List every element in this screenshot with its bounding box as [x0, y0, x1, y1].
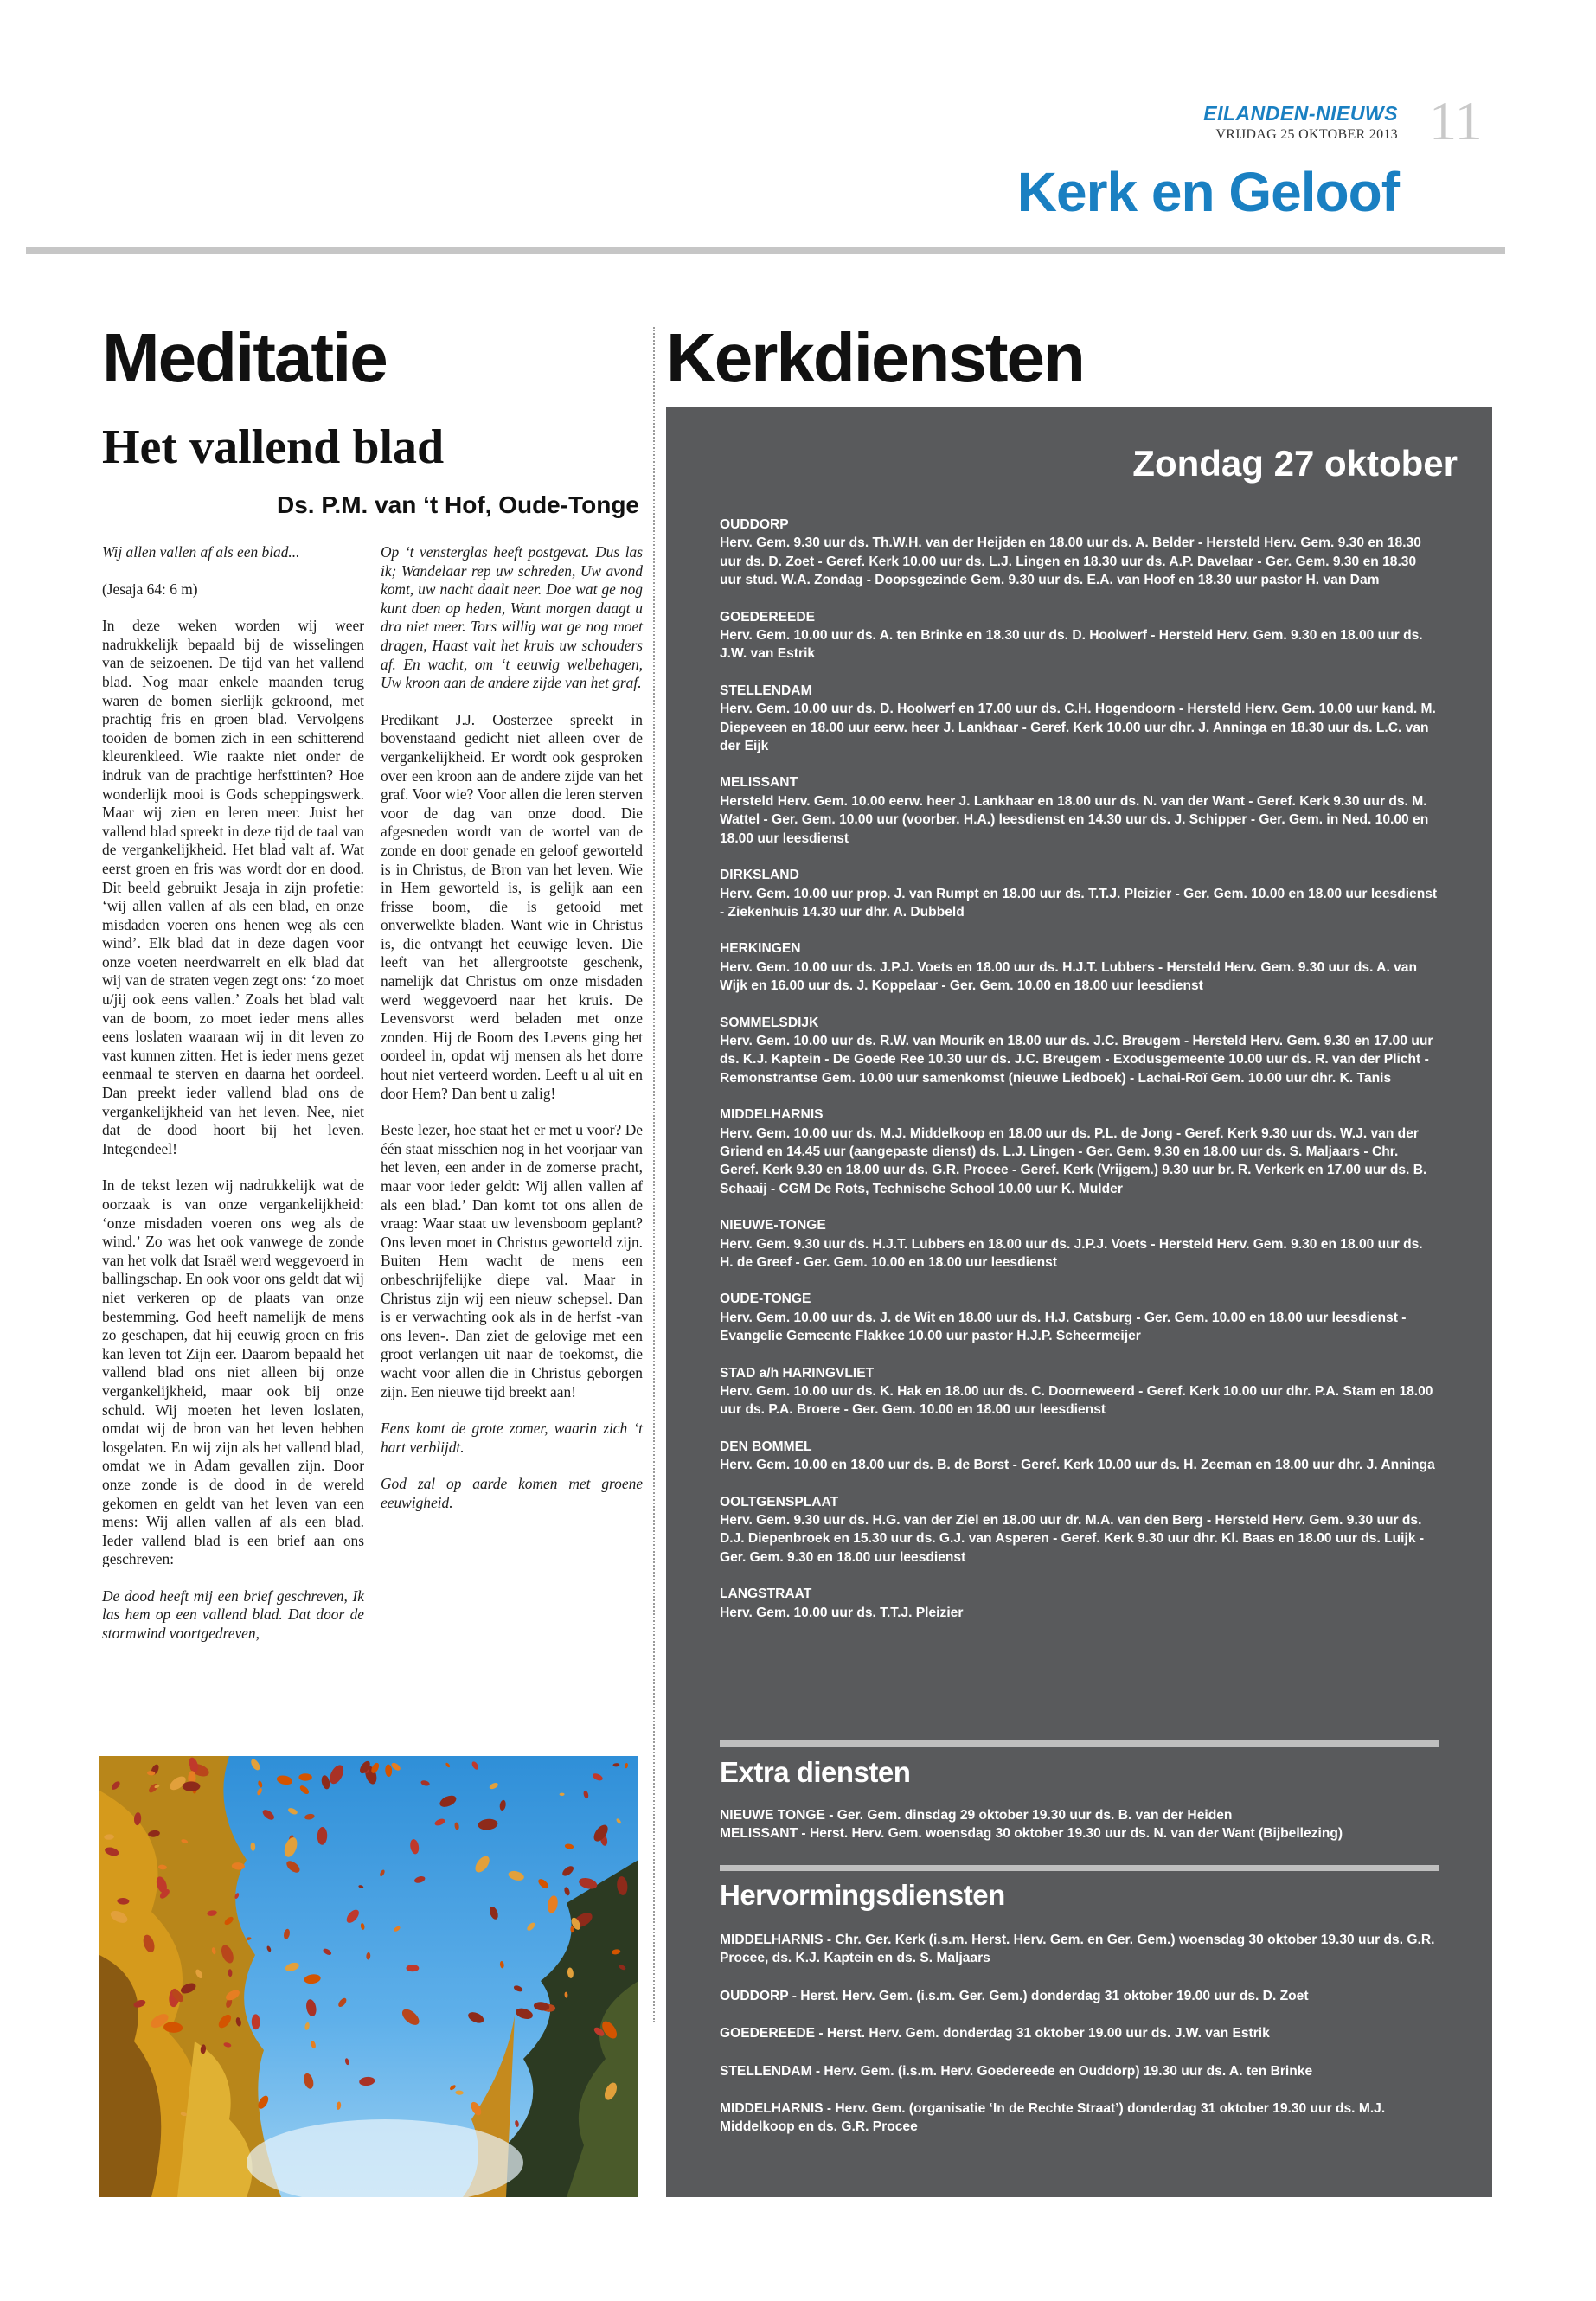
service-place-name: MIDDELHARNIS [720, 1107, 824, 1123]
service-place-name: OUDDORP [720, 517, 789, 532]
hervormingsdienst-item: GOEDEREEDE - Herst. Herv. Gem. donderdag 31 oktober 19.00 uur ds. J.W. van Estrik [720, 2026, 1270, 2041]
hervormingsdienst-item: MIDDELHARNIS - Herv. Gem. (organisatie ‘In de Rechte Straat’) donderdag 31 oktober 19.30 uur ds. M.J. Middelkoop en ds. G.R. Procee [720, 2101, 1386, 2135]
meditatie-paragraph: Predikant J.J. Oosterzee spreekt in bovenstaand gedicht niet alleen over de vergankelijkheid. Er wordt ook gesproken over een kroon aan de andere zijde van het graf. Voor wie? Voor allen die leren sterven voor de dag van onze dood. Die afgesneden wordt van de wortel van de zonde en door genade en geloof geworteld is in Christus, de Bron van het leven. Wie in Hem geworteld is, is gelijk aan een frisse boom, die is getooid met onverwelkte bladen. Want wie in Christus is, die ontvangt het eeuwige leven. Die leeft van het allergrootste geschenk, namelijk dat Christus om onze misdaden werd weggevoerd naar het kruis. De Levensvorst werd beladen met onze zonden. Hij de Boom des Levens ging het oordeel in, opdat wij mensen als het dorre hout niet verteerd worden. Leeft u al uit en door Hem? Dan bent u zalig! [381, 710, 643, 1102]
service-entry [720, 682, 1439, 756]
meditatie-paragraph: De dood heeft mij een brief geschreven, Ik las hem op een vallend blad. Dat door de stormwind voortgedreven, [102, 1586, 364, 1643]
meditatie-author: Ds. P.M. van ‘t Hof, Oude-Tonge [277, 491, 639, 518]
hervormingsdiensten-heading: Hervormingsdiensten [720, 1879, 1005, 1911]
service-place-name: SOMMELSDIJK [720, 1015, 819, 1030]
extra-rule [720, 1740, 1439, 1747]
service-place-name: DIRKSLAND [720, 868, 799, 883]
meditatie-paragraph: Beste lezer, hoe staat het er met u voor? De één staat misschien nog in het voorjaar van het leven, een ander in de zomerse pracht, maar voor ieder geldt: Wij allen vallen af als een blad.’ Dan komt tot ons allen de vraag: Waar staat uw levensboom geplant? Ons leven moet in Christus geworteld zijn. Buiten Hem wacht de mens een onbeschrijfelijke diepe val. Maar in Christus zijn wij een nieuw schepsel. Dan is er verwachting ook als in de herfst -van ons leven-. Dan ziet de gelovige met een groot verlangen uit naar de toekomst, die wacht voor allen die in Christus geborgen zijn. Een nieuwe tijd breekt aan! [381, 1121, 643, 1400]
service-entry [720, 866, 1439, 921]
service-entry [720, 1438, 1439, 1475]
service-place-name: LANGSTRAAT [720, 1586, 812, 1602]
service-date-heading: Zondag 27 oktober [1132, 443, 1458, 484]
falling-leaves-photo [99, 1756, 638, 2197]
service-place-name: OOLTGENSPLAAT [720, 1494, 839, 1509]
header-rule [26, 247, 1505, 254]
service-entry [720, 1014, 1439, 1088]
service-place-name: OUDE-TONGE [720, 1292, 811, 1307]
service-details: Herv. Gem. 10.00 uur ds. M.J. Middelkoop en 18.00 uur ds. P.L. de Jong - Geref. Kerk 9.30 uur ds. W.J. van der Griend en 14.45 uur (aangepaste dienst) ds. L.J. Lingen - Ger. Gem. 9.30 en 18.00 uur ds. S. Maljaars - Chr. Geref. Kerk 9.30 en 18.00 uur ds. G.R. Procee - Geref. Kerk (Vrijgem.) 9.30 uur br. R. Verkerk en 17.00 uur ds. B. Schaaij - CGM De Rots, Technische School 10.00 uur K. Mulder [720, 1125, 1427, 1196]
service-entry [720, 1290, 1439, 1345]
hervormingsdienst-item: STELLENDAM - Herv. Gem. (i.s.m. Herv. Goedereede en Ouddorp) 19.30 uur ds. A. ten Brinke [720, 2063, 1313, 2079]
leaf [407, 1965, 420, 1971]
service-entry [720, 1106, 1439, 1198]
hervormingsdienst-item: MIDDELHARNIS - Chr. Ger. Kerk (i.s.m. Herst. Herv. Gem. en Ger. Gem.) woensdag 30 oktober 19.30 uur ds. G.R. Procee, ds. K.J. Kaptein en ds. S. Maljaars [720, 1932, 1435, 1966]
service-place-name: HERKINGEN [720, 941, 801, 957]
service-entry [720, 1216, 1439, 1272]
extra-diensten-heading: Extra diensten [720, 1756, 911, 1788]
page-number: 11 [1429, 90, 1483, 151]
service-entry [720, 1585, 1439, 1622]
service-place-name: MELISSANT [720, 775, 798, 791]
hervormingsdienst-item: OUDDORP - Herst. Herv. Gem. (i.s.m. Ger. Gem.) donderdag 31 oktober 19.00 uur ds. D. Zoet [720, 1988, 1309, 2003]
extra-diensten-list [720, 1806, 1439, 1843]
service-details: Herv. Gem. 9.30 uur ds. Th.W.H. van der Heijden en 18.00 uur ds. A. Belder - Hersteld Herv. Gem. 9.30 en 18.30 uur ds. D. Zoet - Geref. Kerk 10.00 uur ds. L.J. Lingen en 18.30 uur ds. A.P. Davelaar - Ger. Gem. 9.30 en 18.30 uur stud. W.A. Zondag - Doopsgezinde Gem. 9.30 uur ds. E.A. van Hoof en 18.30 uur pastor H. van Dam [720, 535, 1421, 588]
meditatie-paragraph: (Jesaja 64: 6 m) [102, 580, 198, 598]
service-details: Herv. Gem. 10.00 uur ds. T.T.J. Pleizier [720, 1605, 964, 1620]
hervormingsdiensten-list [720, 1931, 1439, 2156]
column-divider [653, 327, 655, 2022]
service-entry [720, 1364, 1439, 1420]
leaves-illustration [99, 1756, 638, 2197]
meditatie-title: Het vallend blad [102, 420, 445, 474]
extra-dienst-line: NIEUWE TONGE - Ger. Gem. dinsdag 29 oktober 19.30 uur ds. B. van der Heiden [720, 1808, 1233, 1823]
service-details: Hersteld Herv. Gem. 10.00 eerw. heer J. Lankhaar en 18.00 uur ds. N. van der Want - Geref. Kerk 9.30 uur ds. M. Wattel - Ger. Gem. 10.00 uur (voorber. H.A.) leesdienst en 14.30 uur ds. J. Schipper - Ger. Gem. in Ned. 10.00 en 18.00 uur leesdienst [720, 793, 1429, 846]
kerkdiensten-heading: Kerkdiensten [666, 319, 1084, 396]
service-details: Herv. Gem. 10.00 uur ds. D. Hoolwerf en 17.00 uur ds. C.H. Hogendoorn - Hersteld Herv. Gem. 10.00 uur kand. M. Diepeveen en 18.00 uur eerw. heer J. Lankhaar - Geref. Kerk 10.00 uur dhr. J. Anninga en 18.30 uur ds. L.C. van der Eijk [720, 702, 1436, 754]
service-details: Herv. Gem. 10.00 uur ds. J.P.J. Voets en 18.00 uur ds. H.J.T. Lubbers - Hersteld Herv. Gem. 9.30 uur ds. A. van Wijk en 16.00 uur ds. J. Koppelaar - Ger. Gem. 10.00 en 18.00 uur leesdienst [720, 959, 1417, 994]
service-entry [720, 939, 1439, 995]
extra-dienst-line: MELISSANT - Herst. Herv. Gem. woensdag 30 oktober 19.30 uur ds. N. van der Want (Bijbellezing) [720, 1826, 1343, 1842]
meditatie-heading: Meditatie [102, 319, 387, 396]
service-details: Herv. Gem. 10.00 uur prop. J. van Rumpt en 18.00 uur ds. T.T.J. Pleizier - Ger. Gem. 10.00 en 18.00 uur leesdienst - Ziekenhuis 14.30 uur dhr. A. Dubbeld [720, 886, 1438, 920]
service-entry [720, 516, 1439, 590]
service-place-name: NIEUWE-TONGE [720, 1218, 826, 1234]
issue-date: VRIJDAG 25 OKTOBER 2013 [1215, 127, 1398, 142]
section-title: Kerk en Geloof [1016, 161, 1399, 223]
kerkdiensten-panel [666, 407, 1492, 2197]
meditatie-paragraph: In deze weken worden wij weer nadrukkelijk bepaald bij de wisselingen van de seizoenen. De tijd van het vallend blad. Nog maar enkele maanden terug waren de bomen sierlijk gekroond, met prachtig fris en groen blad. Vervolgens tooiden de bomen zich in een schitterend kleurenkleed. Wie raakte niet onder de indruk van de prachtige herfsttinten? Hoe wonderlijk mooi is Gods scheppingswerk. Maar wij zien en leren meer. Juist het vallend blad spreekt in deze tijd de taal van de vergankelijkheid. Het blad valt af. Wat eerst groen en fris was wordt dor en dood. Dit beeld gebruikt Jesaja in zijn profetie: ‘wij allen vallen af als een blad, en onze misdaden voeren ons henen weg als een wind’. Elk blad dat in deze dagen voor onze voeten neerdwarrelt en elk blad dat wij van de straten vegen zegt ons: ‘zo moet u/jij ook eens vallen.’ Zoals het blad valt van de boom, zo moet ieder mens alles eens loslaten waaraan wij in dit leven zo vast kunnen zitten. Het is ieder mens gezet eenmaal te sterven en daarna het oordeel. Dan preekt ieder vallend blad ons de vergankelijkheid van het leven. Nee, niet dat de dood hoort bij het leven. Integendeel! [102, 617, 364, 1157]
meditatie-paragraph: God zal op aarde komen met groene eeuwigheid. [381, 1475, 643, 1511]
meditatie-right-column [381, 543, 643, 1531]
meditatie-paragraph: In de tekst lezen wij nadrukkelijk wat de oorzaak is van onze vergankelijkheid: ‘onze misdaden voeren ons weg als de wind.’ Zo was het ook vanwege de zonde van het volk dat Israël werd weggevoerd in ballingschap. En ook voor ons geldt dat wij niet verkeren op de plaats van onze bestemming. God heeft namelijk de mens zo geschapen, dat hij eeuwig groen en fris kan leven tot Zijn eer. Daarom bepaald het vallend blad ons niet alleen bij onze vergankelijkheid, maar ook bij onze schuld. Wij moeten het leven loslaten, omdat wij de bron van het leven hebben losgelaten. En wij zijn als het vallend blad, omdat we in Adam gevallen zijn. Door onze zonde is de dood in de wereld gekomen en geldt van het leven van een mens: Wij allen vallen af als een blad. Ieder vallend blad is een brief aan ons geschreven: [102, 1176, 364, 1568]
service-place-name: STAD a/h HARINGVLIET [720, 1365, 875, 1381]
masthead [1194, 102, 1398, 143]
meditatie-paragraph: Eens komt de grote zomer, waarin zich ‘t hart verblijdt. [381, 1420, 643, 1456]
meditatie-left-column [102, 543, 364, 1662]
service-place-name: DEN BOMMEL [720, 1439, 812, 1454]
service-details: Herv. Gem. 10.00 uur ds. R.W. van Mourik en 18.00 uur ds. J.C. Breugem - Hersteld Herv. Gem. 9.30 en 17.00 uur ds. K.J. Kaptein - De Goede Ree 10.30 uur ds. J.C. Breugem - Exodusgemeente 10.00 uur ds. R. van der Plicht - Remonstrantse Gem. 10.00 uur samenkomst (nieuwe Liedboek) - Lachai-Roï Gem. 10.00 uur dhr. K. Tanis [720, 1033, 1433, 1086]
service-entry [720, 608, 1439, 663]
service-details: Herv. Gem. 9.30 uur ds. H.G. van der Ziel en 18.00 uur dr. M.A. van den Berg - Hersteld Herv. Gem. 9.30 uur ds. D.J. Diepenbroek en 15.30 uur ds. G.J. van Asperen - Geref. Kerk 9.30 uur dhr. Kl. Baas en 18.00 uur ds. Luijk - Ger. Gem. 9.30 en 18.00 uur leesdienst [720, 1513, 1425, 1565]
meditatie-paragraph: Op ‘t vensterglas heeft postgevat. Dus las ik; Wandelaar rep uw schreden, Uw avond komt, uw nacht daalt neer. Doe wat ge nog kunt doen op heden, Want morgen daagt u dra niet meer. Tors willig wat ge nog moet dragen, Haast valt het kruis uw schouders af. En wacht, om ‘t eeuwig welbehagen, Uw kroon aan de andere zijde van het graf. [381, 543, 643, 692]
service-place-name: STELLENDAM [720, 683, 812, 698]
service-details: Herv. Gem. 10.00 uur ds. K. Hak en 18.00 uur ds. C. Doorneweerd - Geref. Kerk 10.00 uur dhr. P.A. Stam en 18.00 uur ds. P.A. Broere - Ger. Gem. 10.00 en 18.00 uur leesdienst [720, 1384, 1433, 1418]
service-details: Herv. Gem. 10.00 en 18.00 uur ds. B. de Borst - Geref. Kerk 10.00 uur ds. H. Zeeman en 18.00 uur dhr. J. Anninga [720, 1458, 1435, 1473]
service-details: Herv. Gem. 9.30 uur ds. H.J.T. Lubbers en 18.00 uur ds. J.P.J. Voets - Hersteld Herv. Gem. 9.30 en 18.00 uur ds. H. de Greef - Ger. Gem. 10.00 en 18.00 uur leesdienst [720, 1236, 1423, 1270]
service-entry [720, 773, 1439, 848]
service-list [720, 516, 1439, 1640]
service-place-name: GOEDEREEDE [720, 609, 816, 625]
service-entry [720, 1493, 1439, 1567]
service-details: Herv. Gem. 10.00 uur ds. A. ten Brinke en 18.30 uur ds. D. Hoolwerf - Hersteld Herv. Gem. 9.30 en 18.00 uur ds. J.W. van Estrik [720, 628, 1423, 662]
meditatie-paragraph: Wij allen vallen af als een blad... [102, 543, 300, 561]
newspaper-name: EILANDEN-NIEUWS [1203, 102, 1398, 125]
leaf [298, 1773, 311, 1780]
leaf [183, 1781, 201, 1791]
service-details: Herv. Gem. 10.00 uur ds. J. de Wit en 18.00 uur ds. H.J. Catsburg - Ger. Gem. 10.00 en 18.00 uur leesdienst - Evangelie Gemeente Flakkee 10.00 uur pastor H.J.P. Scheermeijer [720, 1310, 1407, 1344]
hervorming-rule [720, 1865, 1439, 1871]
